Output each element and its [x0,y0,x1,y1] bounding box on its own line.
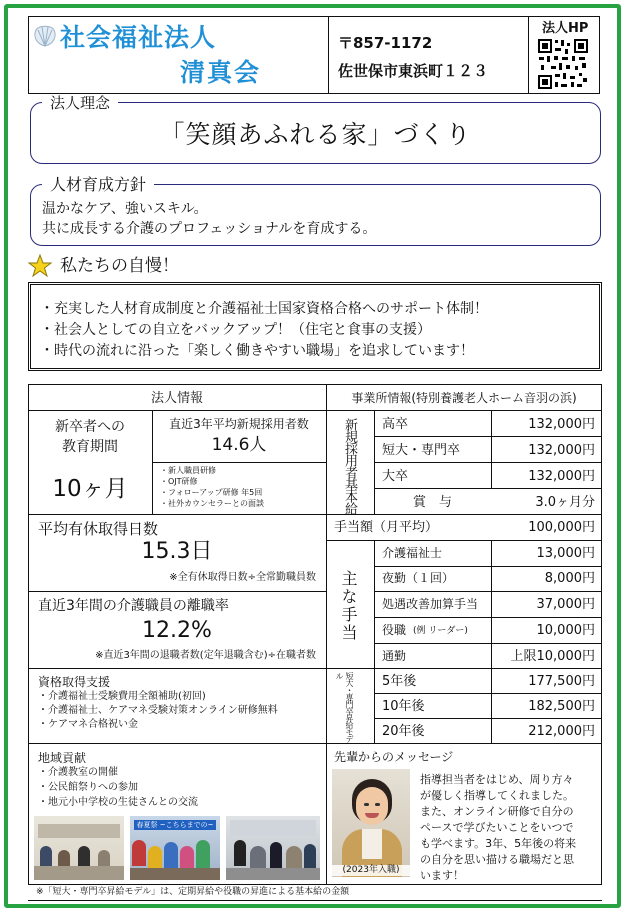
bonus-label: 賞 与 [412,495,452,510]
hr-policy-label: 人材育成方針 [42,177,154,193]
qr-code-icon[interactable] [537,38,589,90]
festival-banner: 春夏祭 ~こちらまでの~ [134,820,216,830]
senior-message-line-3: また、オンライン研修で自分の [420,805,574,818]
allowance-1-value: 13,000円 [536,546,595,561]
training-label-1: 新卒者への [55,419,125,435]
allowance-group-label: 主な手当 [339,570,358,642]
footnote: ※「短大・専門卒昇給モデル」は、定期昇給や役職の昇進による基本給の金額 [36,887,350,897]
training-label-2: 教育期間 [62,439,118,455]
leave-value: 15.3日 [141,539,213,564]
hr-policy-line1: 温かなケア、強いスキル。 [42,201,208,217]
allowance-2-value: 8,000円 [544,571,595,586]
senior-message-line-7: います！ [420,869,464,882]
allowance-5-label: 通勤 [382,649,407,663]
model-row-1-label: 5年後 [382,674,417,689]
allowance-4-note: (例 リーダー) [413,626,468,636]
community-item-3: ・地元小中学校の生徒さんとの交流 [38,797,198,808]
salary-row-1-value: 132,000円 [528,417,595,432]
hp-label: 法人HP [542,21,589,36]
allowance-4-label: 役職 [382,623,407,637]
turnover-note: ※直近3年間の退職者数(定年退職含む)÷在職者数 [95,650,316,661]
community-item-1: ・介護教室の開催 [38,767,118,778]
model-row-2-label: 10年後 [382,699,425,714]
senior-caption: (2023年入職) [332,865,410,876]
org-name-line2: 清真会 [180,58,262,87]
pride-title: 私たちの自慢！ [60,256,179,276]
cert-item-3: ・ケアマネ合格祝い金 [38,719,138,730]
corp-info-header: 法人情報 [150,391,203,406]
senior-message-line-5: も学べます。3年、5年後の将来 [420,837,577,850]
pride-item-1: ・充実した人材育成制度と介護福祉士国家資格合格へのサポート体制！ [40,301,488,317]
salary-group-label: 新規採用者基本給 [342,418,357,514]
turnover-value: 12.2% [142,618,212,643]
community-photo-classroom [34,816,124,880]
model-row-2-value: 182,500円 [528,699,595,714]
leave-label: 平均有休取得日数 [38,520,159,538]
training-item-3: ・フォローアップ研修 年5回 [160,488,263,497]
org-name-line1: 社会福祉法人 [60,23,217,52]
allowance-2-label: 夜勤（１回） [382,571,455,585]
bonus-value: 3.0ヶ月分 [535,495,595,510]
training-item-4: ・社外カウンセラーとの面談 [160,499,264,508]
allowance-5-value: 上限10,000円 [510,649,595,664]
senior-message-line-2: が優しく指導してくれました。 [420,789,574,802]
model-row-1-value: 177,500円 [528,674,595,689]
salary-row-1-label: 高卒 [382,417,409,432]
allowance-4-value: 10,000円 [536,623,595,638]
senior-message-line-4: ペースで学びたいことをいつで [420,821,574,834]
senior-title: 先輩からのメッセージ [334,750,454,764]
senior-message-line-1: 指導担当者をはじめ、周り方々 [420,773,574,786]
model-row-3-label: 20年後 [382,724,425,739]
office-info-header: 事業所情報(特別養護老人ホーム音羽の浜) [351,391,577,405]
pride-item-3: ・時代の流れに沿った「楽しく働きやすい職場」を追求しています！ [40,343,474,359]
allowance-1-label: 介護福祉士 [382,546,443,560]
pride-item-2: ・社会人としての自立をバックアップ！（住宅と食事の支援） [40,322,432,338]
postal-code: 〒857-1172 [338,34,433,52]
leave-note: ※全有休取得日数÷全常勤職員数 [169,572,316,583]
allowance-3-label: 処遇改善加算手当 [382,597,479,611]
community-item-2: ・公民館祭りへの参加 [38,782,138,793]
hire-avg-label: 直近3年平均新規採用者数 [169,417,309,431]
address: 佐世保市東浜町１２３ [338,62,489,80]
shell-logo-icon [32,24,58,48]
star-icon [28,254,52,278]
model-row-3-value: 212,000円 [528,724,595,739]
salary-row-2-value: 132,000円 [528,443,595,458]
model-group-label: 短大・専門卒昇給モデル [335,672,354,742]
allowance-total-label: 手当額（月平均） [334,520,439,535]
cert-title: 資格取得支援 [38,675,111,689]
senior-photo [332,769,410,877]
allowance-3-value: 37,000円 [536,597,595,612]
salary-row-3-value: 132,000円 [528,469,595,484]
community-photo-festival [130,816,220,880]
salary-row-3-label: 大卒 [382,469,409,484]
cert-item-1: ・介護福祉士受験費用全額補助(初回) [38,691,206,702]
training-item-1: ・新人職員研修 [160,466,216,475]
hr-policy-line2: 共に成長する介護のプロフェッショナルを育成する。 [42,221,377,237]
cert-item-2: ・介護福祉士、ケアマネ受験対策オンライン研修無料 [38,705,278,716]
training-item-2: ・OJT研修 [160,477,198,486]
salary-row-2-label: 短大・専門卒 [382,443,461,458]
community-title: 地域貢献 [38,751,87,765]
philosophy-label: 法人理念 [42,96,118,111]
hire-avg-value: 14.6人 [211,435,267,455]
philosophy-text: 「笑顔あふれる家」づくり [159,120,472,149]
community-photo-students [226,816,320,880]
turnover-label: 直近3年間の介護職員の離職率 [38,598,229,614]
allowance-total-value: 100,000円 [528,520,595,535]
training-period: 10ヶ月 [52,476,128,502]
senior-message-line-6: の自分を思い描ける職場だと思 [420,853,574,866]
